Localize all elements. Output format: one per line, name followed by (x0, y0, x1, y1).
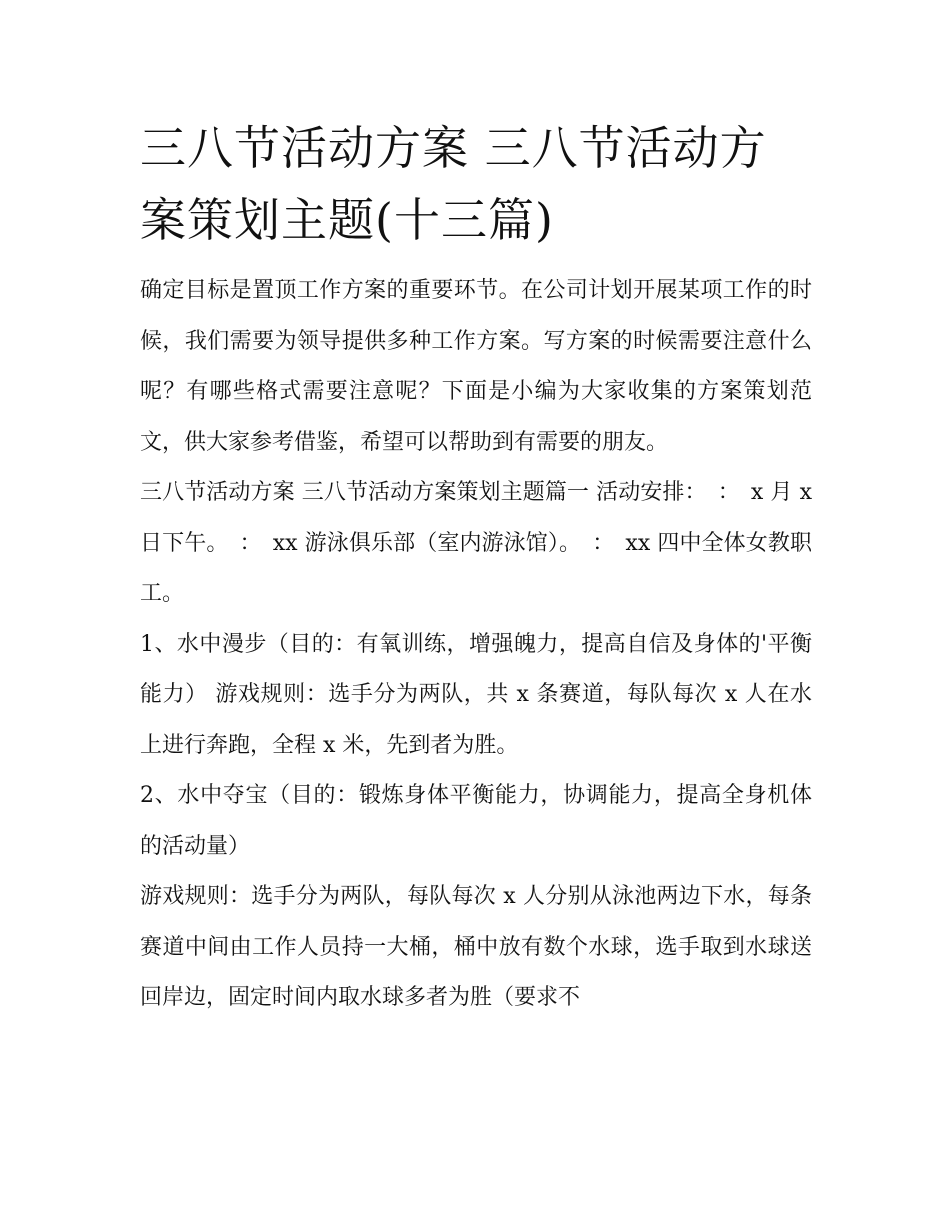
game-rules-paragraph: 游戏规则：选手分为两队，每队每次 x 人分别从泳池两边下水，每条赛道中间由工作人员持一大桶，桶中放有数个水球，选手取到水球送回岸边，固定时间内取水球多者为胜（要求不 (140, 884, 812, 1010)
intro-paragraph: 确定目标是置顶工作方案的重要环节。在公司计划开展某项工作的时候，我们需要为领导提供多种工作方案。写方案的时候需要注意什么呢？有哪些格式需要注意呢？下面是小编为大家收集的方案策划范文，供大家参考借鉴，希望可以帮助到有需要的朋友。 (140, 278, 812, 455)
water-walk-paragraph: 1、水中漫步（目的：有氧训练，增强魄力，提高自信及身体的'平衡能力） 游戏规则：选手分为两队，共 x 条赛道，每队每次 x 人在水上进行奔跑，全程 x 米，先到者为胜。 (140, 631, 812, 758)
document-body (140, 112, 812, 1024)
document-title: 三八节活动方案 三八节活动方案策划主题(十三篇) (140, 121, 767, 247)
activity-arrangement-paragraph: 三八节活动方案 三八节活动方案策划主题篇一 活动安排： ： x 月 x 日下午。 ： xx 游泳俱乐部（室内游泳馆）。 ： xx 四中全体女教职工。 (140, 480, 812, 606)
water-treasure-paragraph: 2、水中夺宝（目的：锻炼身体平衡能力，协调能力，提高全身机体的活动量） (140, 783, 812, 859)
